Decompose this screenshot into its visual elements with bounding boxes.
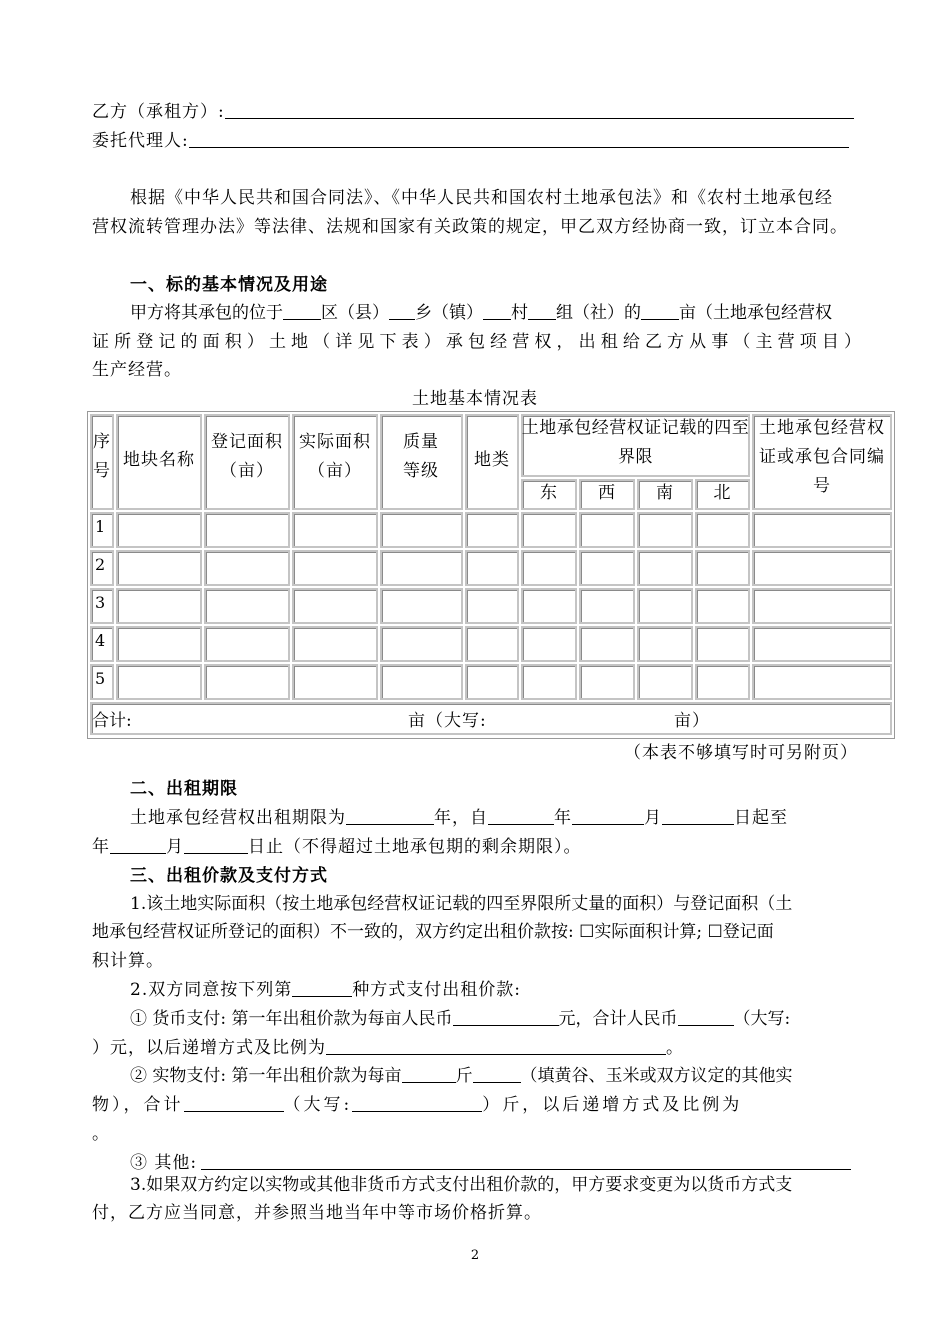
text: ① 货币支付: 第一年出租价款为每亩人民币 [130,1009,453,1029]
table-cell[interactable] [116,550,202,586]
text: 组（社）的 [556,303,641,323]
text: 年 [92,837,110,857]
table-cell[interactable] [521,664,577,700]
text: 亩（土地承包经营权 [679,303,832,323]
section1-para-line-1 [130,298,862,323]
table-cell[interactable] [204,512,290,548]
table-cell[interactable] [292,550,378,586]
term-years-blank[interactable] [346,806,434,825]
text: 月 [166,837,184,857]
header-cert: 土地承包经营权证或承包合同编号 [759,418,885,496]
text: ③ 其他: [130,1153,198,1173]
group-blank[interactable] [528,301,556,320]
header-north: 北 [713,483,732,503]
table-row-number: 2 [95,555,106,574]
start-month-blank[interactable] [572,806,644,825]
section2-line-1 [130,803,862,828]
jin-per-mu-blank[interactable] [402,1064,456,1083]
table-cell[interactable] [579,550,635,586]
table-cell[interactable] [637,664,693,700]
end-year-blank[interactable] [110,835,166,854]
table-cell[interactable] [292,664,378,700]
header-act-area: 实际面积（亩） [299,432,371,481]
party-b-blank[interactable] [225,100,854,119]
agent-line [92,126,862,151]
table-note: （本表不够填写时可另附页） [624,743,858,763]
text: 物），合计 [92,1095,184,1115]
village-blank[interactable] [483,301,511,320]
table-row-number: 1 [95,517,106,536]
text: 甲方将其承包的位于 [130,303,283,323]
option1-line-2 [92,1033,862,1058]
table-cell[interactable] [695,512,750,548]
text: 土地承包经营权出租期限为 [130,808,346,828]
text: ）元，以后递增方式及比例为 [92,1038,326,1058]
header-boundary: 土地承包经营权证记载的四至界限 [521,418,750,467]
table-cell[interactable] [695,664,750,700]
table-cell[interactable] [752,550,892,586]
section3-p1-line-3: 积计算。 [92,951,164,971]
option2-line-3: 。 [92,1124,110,1144]
section3-p3-line-2: 付，乙方应当同意，并参照当地当年中等市场价格折算。 [92,1203,542,1223]
text: 年，自 [434,808,488,828]
text: 2.双方同意按下列第 [130,980,293,1000]
text: 区（县） [321,303,389,323]
header-east: 东 [540,483,558,503]
text: 月 [644,808,662,828]
table-cell[interactable] [465,588,519,624]
table-caption: 土地基本情况表 [412,389,538,409]
table-cell[interactable] [204,550,290,586]
town-blank[interactable] [389,301,415,320]
table-cell[interactable] [752,588,892,624]
table-cell[interactable] [579,664,635,700]
table-cell[interactable] [465,512,519,548]
table-cell[interactable] [116,664,202,700]
table-cell[interactable] [752,626,892,662]
method-blank[interactable] [292,978,352,997]
section1-title: 一、标的基本情况及用途 [130,275,328,295]
start-year-blank[interactable] [488,806,554,825]
table-cell[interactable] [579,588,635,624]
party-b-line [92,97,862,122]
header-south: 南 [656,483,674,503]
table-cell[interactable] [292,512,378,548]
table-row-number: 5 [95,669,106,688]
text: ）斤，以后递增方式及比例为 [482,1095,743,1115]
text: 种方式支付出租价款: [352,980,521,1000]
table-row-number: 4 [95,631,106,650]
text: （大写: [733,1009,791,1029]
table-cell[interactable] [637,626,693,662]
text: 年 [554,808,572,828]
table-cell[interactable] [116,588,202,624]
end-month-blank[interactable] [184,835,248,854]
table-cell[interactable] [465,550,519,586]
intro-line-1: 根据《中华人民共和国合同法》、《中华人民共和国农村土地承包法》和《农村土地承包经 [130,188,833,208]
table-cell[interactable] [380,512,463,548]
start-day-blank[interactable] [662,806,734,825]
header-seq: 序号 [93,432,111,481]
table-cell[interactable] [465,626,519,662]
header-west: 西 [598,483,616,503]
table-cell[interactable] [521,512,577,548]
table-cell[interactable] [695,626,750,662]
agent-blank[interactable] [189,129,849,148]
table-cell[interactable] [695,588,750,624]
table-cell[interactable] [204,664,290,700]
text: 日起至 [734,808,788,828]
total-label: 合计: [92,711,132,731]
text: 元，合计人民币 [558,1009,678,1029]
agent-label: 委托代理人: [92,131,189,151]
text: 。 [666,1038,684,1058]
section2-line-2 [92,832,862,857]
produce-type-blank[interactable] [473,1064,521,1083]
section3-p1-line-1: 1.该土地实际面积（按土地承包经营权证记载的四至界限所丈量的面积）与登记面积（土 [130,894,793,914]
table-row-number: 3 [95,593,106,612]
table-cell[interactable] [204,626,290,662]
text: （填黄谷、玉米或双方议定的其他实 [520,1066,793,1086]
district-blank[interactable] [283,301,321,320]
section2-title: 二、出租期限 [130,779,238,799]
table-cell[interactable] [637,588,693,624]
page-number: 2 [470,1248,480,1263]
text: 斤 [455,1066,473,1086]
header-land-type: 地类 [474,450,510,470]
increment-blank[interactable] [326,1036,666,1055]
option1-line-1 [130,1004,862,1029]
total-row [90,702,892,735]
table-cell[interactable] [579,626,635,662]
table-cell[interactable] [521,626,577,662]
total-jin-words-blank[interactable] [352,1093,482,1112]
text: 乡（镇） [415,303,483,323]
section3-p2 [130,975,900,1000]
section3-p3-line-1: 3.如果双方约定以实物或其他非货币方式支付出租价款的，甲方要求变更为以货币方式支 [130,1175,793,1195]
total-mu: 亩（大写: [408,711,487,731]
table-cell[interactable] [637,512,693,548]
header-quality: 质量等级 [403,432,439,481]
text: （大写: [283,1095,353,1115]
table-cell[interactable] [465,664,519,700]
table-cell[interactable] [752,512,892,548]
section1-para-line-3: 生产经营。 [92,360,182,380]
table-cell[interactable] [116,512,202,548]
other-method-blank[interactable] [201,1151,851,1170]
mu-blank[interactable] [641,301,679,320]
party-b-label: 乙方（承租方）: [92,102,225,122]
table-cell[interactable] [380,588,463,624]
option2-line-1 [130,1061,862,1086]
text: 村 [511,303,528,323]
table-cell[interactable] [292,626,378,662]
table-cell[interactable] [695,550,750,586]
table-cell[interactable] [637,550,693,586]
option2-line-2 [92,1090,862,1115]
table-cell[interactable] [380,664,463,700]
table-cell[interactable] [380,626,463,662]
header-name: 地块名称 [123,450,195,470]
table-cell[interactable] [204,588,290,624]
table-cell[interactable] [116,626,202,662]
table-cell[interactable] [579,512,635,548]
table-cell[interactable] [521,588,577,624]
section1-para-line-2: 证所登记的面积）土地（详见下表）承包经营权，出租给乙方从事（主营项目） [92,332,862,352]
table-cell[interactable] [292,588,378,624]
total-rmb-blank[interactable] [678,1007,734,1026]
header-reg-area: 登记面积（亩） [211,432,283,481]
table-cell[interactable] [521,550,577,586]
text: 日止（不得超过土地承包期的剩余期限）。 [248,837,582,857]
section3-p1-line-2: 地承包经营权证所登记的面积）不一致的，双方约定出租价款按: ☐实际面积计算; ☐登记面 [92,922,774,942]
table-cell[interactable] [380,550,463,586]
total-end: 亩） [674,711,710,731]
intro-line-2: 营权流转管理办法》等法律、法规和国家有关政策的规定，甲乙双方经协商一致，订立本合同。 [92,217,848,237]
section3-title: 三、出租价款及支付方式 [130,866,328,886]
text: ② 实物支付: 第一年出租价款为每亩 [130,1066,402,1086]
total-jin-blank[interactable] [184,1093,284,1112]
price-per-mu-blank[interactable] [453,1007,559,1026]
table-cell[interactable] [752,664,892,700]
